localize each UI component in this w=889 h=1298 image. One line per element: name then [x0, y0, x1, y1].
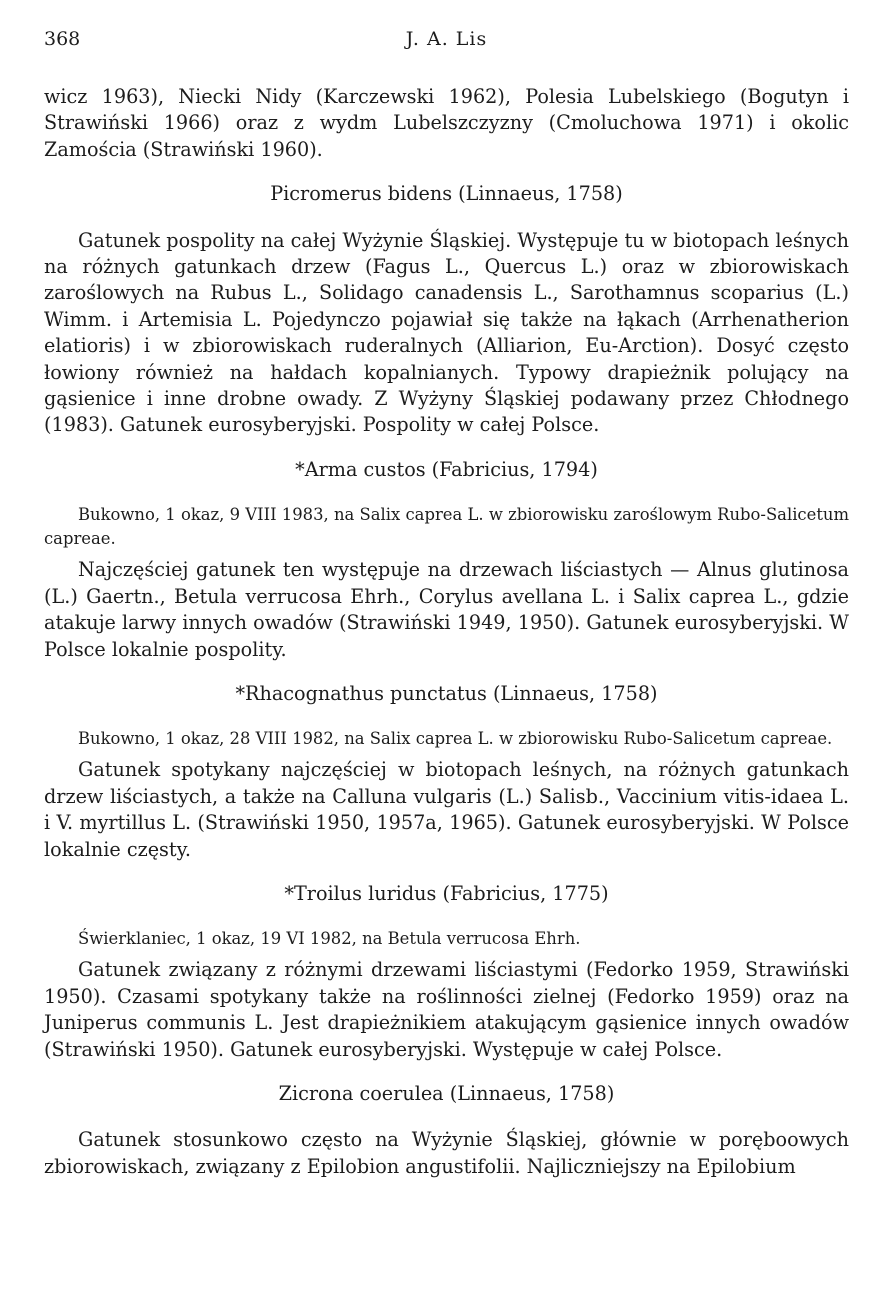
article-body — [44, 84, 849, 1180]
page-number: 368 — [44, 28, 81, 50]
paragraph-picromerus: Gatunek pospolity na całej Wyżynie Śląskiej. Występuje tu w biotopach leśnych na różnych gatunkach drzew (Fagus L., Quercus L.) oraz w zbiorowiskach zaroślowych na Rubus L., Solidago canadensis L., Sarothamnus scoparius (L.) Wimm. i Artemisia L. Pojedynczo pojawiał się także na łąkach (Arrhenatherion elatioris) i w zbiorowiskach ruderalnych (Alliarion, Eu-Arction). Dosyć często łowiony również na hałdach kopalnianych. Typowy drapieżnik polujący na gąsienice i inne drobne owady. Z Wyżyny Śląskiej podawany przez Chłodnego (1983). Gatunek eurosyberyjski. Pospolity w całej Polsce. — [44, 228, 849, 437]
paragraph-continuation: wicz 1963), Niecki Nidy (Karczewski 1962), Polesia Lubelskiego (Bogutyn i Strawiński 1966) oraz z wydm Lubelszczyzny (Cmoluchowa 1971) i okolic Zamościa (Strawiński 1960). — [44, 85, 849, 161]
species-heading-zicrona: Zicrona coerulea (Linnaeus, 1758) — [278, 1081, 615, 1105]
running-title: J. A. Lis — [405, 28, 488, 50]
species-heading-troilus: *Troilus luridus (Fabricius, 1775) — [284, 881, 609, 905]
paragraph-zicrona: Gatunek stosunkowo często na Wyżynie Śląskiej, głównie w poręboowych zbiorowiskach, związany z Epilobion angustifolii. Najliczniejszy na Epilobium — [44, 1128, 849, 1178]
paragraph-troilus: Gatunek związany z różnymi drzewami liściastymi (Fedorko 1959, Strawiński 1950). Czasami spotykany także na roślinności zielnej (Fedorko 1959) oraz na Juniperus communis L. Jest drapieżnikiem atakującym gąsienice innych owadów (Strawiński 1950). Gatunek eurosyberyjski. Występuje w całej Polsce. — [44, 958, 849, 1061]
record-arma: Bukowno, 1 okaz, 9 VIII 1983, na Salix caprea L. w zbiorowisku zaroślowym Rubo-Salicetum capreae. — [44, 505, 849, 549]
species-heading-rhacognathus: *Rhacognathus punctatus (Linnaeus, 1758) — [235, 681, 658, 705]
species-heading-picromerus: Picromerus bidens (Linnaeus, 1758) — [270, 182, 623, 206]
record-troilus: Świerklaniec, 1 okaz, 19 VI 1982, na Betula verrucosa Ehrh. — [78, 929, 581, 949]
paragraph-arma: Najczęściej gatunek ten występuje na drzewach liściastych — Alnus glutinosa (L.) Gaertn., Betula verrucosa Ehrh., Corylus avellana L. i Salix caprea L., gdzie atakuje larwy innych owadów (Strawiński 1949, 1950). Gatunek eurosyberyjski. W Polsce lokalnie pospolity. — [44, 558, 849, 661]
paragraph-rhacognathus: Gatunek spotykany najczęściej w biotopach leśnych, na różnych gatunkach drzew liściastych, a także na Calluna vulgaris (L.) Salisb., Vaccinium vitis-idaea L. i V. myrtillus L. (Strawiński 1950, 1957a, 1965). Gatunek eurosyberyjski. W Polsce lokalnie częsty. — [44, 758, 849, 861]
running-head — [44, 28, 849, 58]
record-rhacognathus: Bukowno, 1 okaz, 28 VIII 1982, na Salix caprea L. w zbiorowisku Rubo-Salicetum capreae. — [78, 729, 833, 749]
species-heading-arma: *Arma custos (Fabricius, 1794) — [295, 457, 598, 481]
